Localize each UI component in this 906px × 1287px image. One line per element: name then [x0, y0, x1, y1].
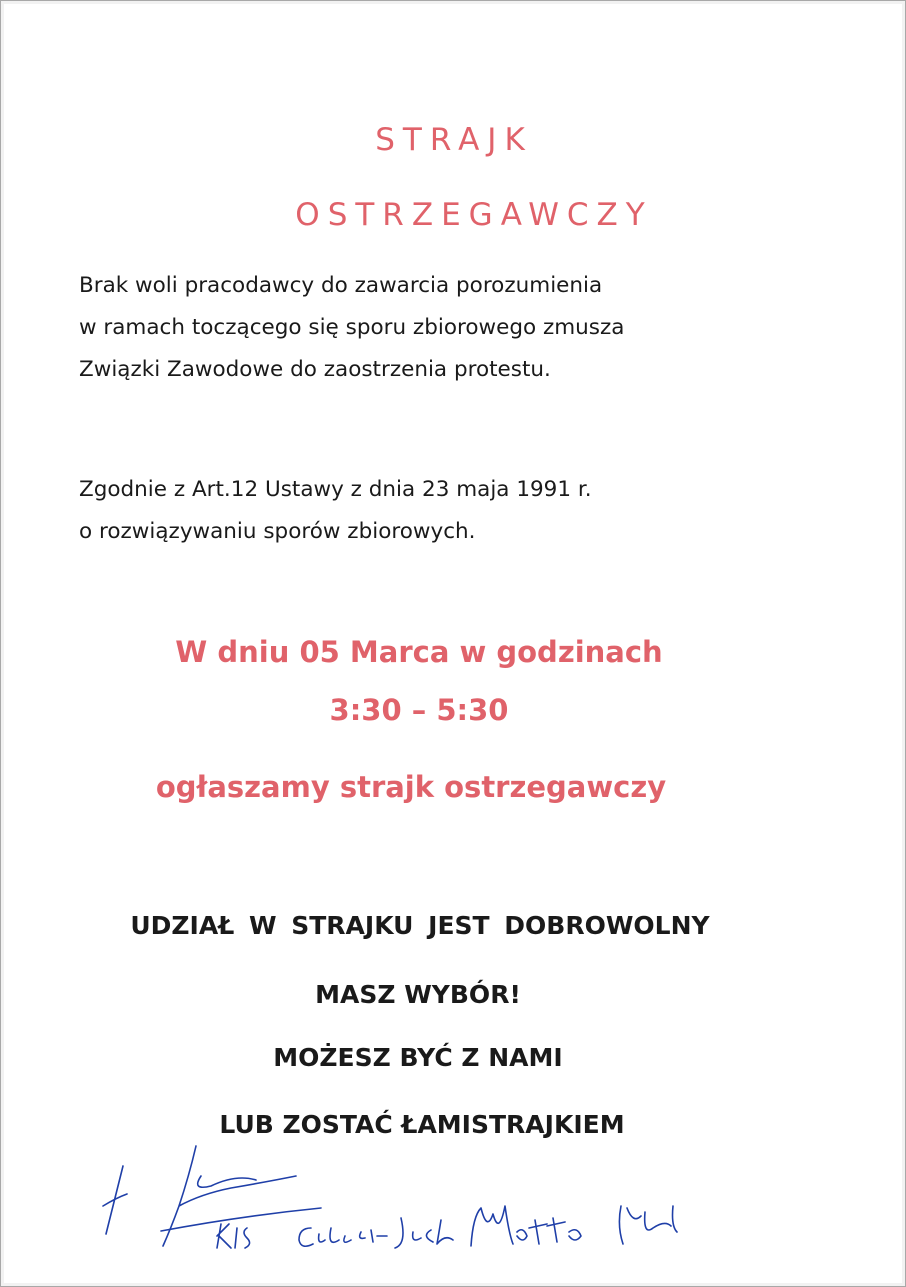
- signature-mark: [299, 1218, 453, 1248]
- paragraph-line: w ramach toczącego się sporu zbiorowego zmusza: [79, 315, 625, 340]
- paragraph-line: o rozwiązywaniu sporów zbiorowych.: [79, 519, 476, 544]
- signature-mark: [217, 1224, 250, 1248]
- paragraph-line: Zgodnie z Art.12 Ustawy z dnia 23 maja 1991 r.: [79, 477, 592, 502]
- event-time-line: 3:30 – 5:30: [329, 693, 509, 727]
- notice-strikebreaker: LUB ZOSTAĆ ŁAMISTRAJKIEM: [219, 1110, 625, 1139]
- notice-voluntary: UDZIAŁ W STRAJKU JEST DOBROWOLNY: [130, 911, 710, 940]
- paragraph-line: Brak woli pracodawcy do zawarcia porozumienia: [79, 273, 603, 298]
- notice-join-us: MOŻESZ BYĆ Z NAMI: [273, 1043, 563, 1072]
- handwritten-signatures: [61, 1136, 721, 1271]
- signature-mark: [161, 1146, 321, 1246]
- signature-mark: [471, 1206, 581, 1246]
- document-title-line-2: OSTRZEGAWCZY: [295, 197, 653, 233]
- notice-choice: MASZ WYBÓR!: [315, 980, 521, 1009]
- signature-mark: [103, 1166, 127, 1234]
- event-announcement-line: ogłaszamy strajk ostrzegawczy: [155, 770, 667, 804]
- event-date-line: W dniu 05 Marca w godzinach: [175, 635, 663, 669]
- paragraph-dispute: [79, 265, 624, 391]
- paragraph-legal-basis: [79, 469, 592, 553]
- signature-mark: [619, 1206, 677, 1244]
- paragraph-line: Związki Zawodowe do zaostrzenia protestu.: [79, 357, 551, 382]
- document-title-line-1: STRAJK: [375, 122, 533, 158]
